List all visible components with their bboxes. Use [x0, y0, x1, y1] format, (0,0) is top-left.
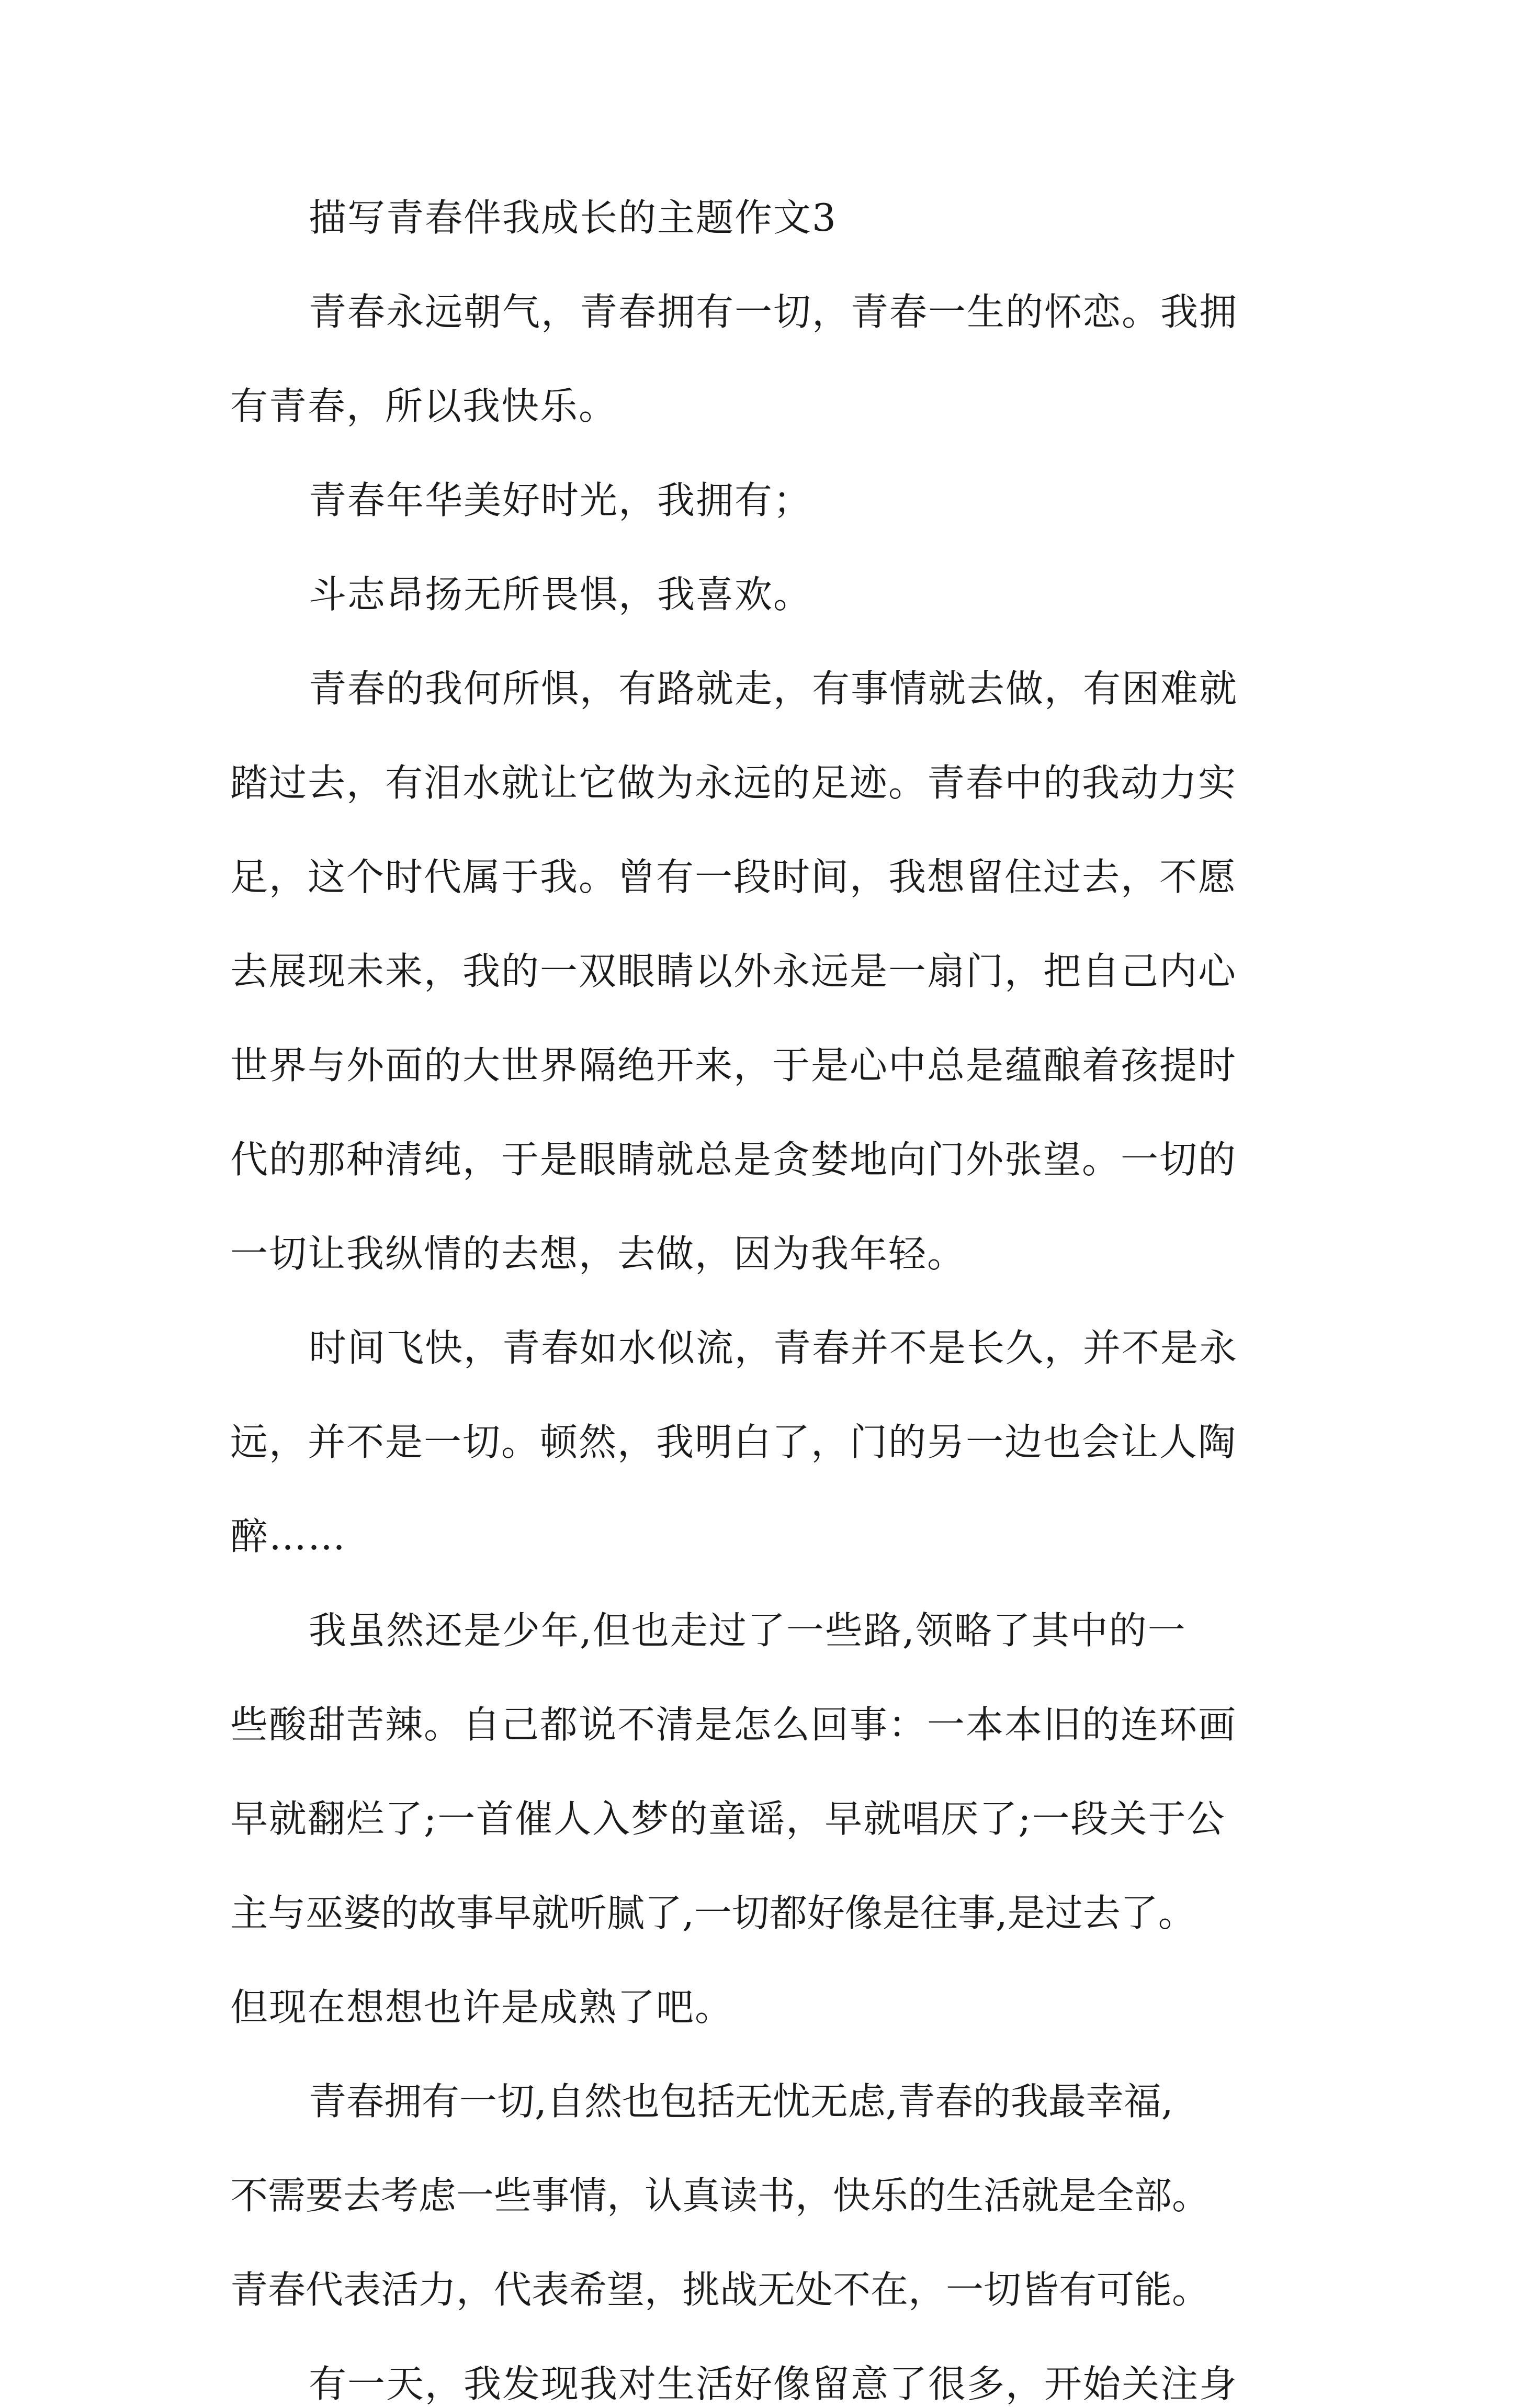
paragraph-line: 早就翻烂了;一首催人入梦的童谣，早就唱厌了;一段关于公 [230, 1797, 1226, 1841]
paragraph-line: 踏过去，有泪水就让它做为永远的足迹。青春中的我动力实 [230, 761, 1237, 805]
paragraph-line: 但现在想想也许是成熟了吧。 [230, 1985, 734, 2029]
paragraph-line: 去展现未来，我的一双眼睛以外永远是一扇门，把自己内心 [230, 949, 1237, 993]
paragraph-line: 世界与外面的大世界隔绝开来，于是心中总是蕴酿着孩提时 [230, 1043, 1237, 1087]
paragraph-line: 不需要去考虑一些事情，认真读书，快乐的生活就是全部。 [230, 2174, 1210, 2218]
paragraph-line: 我虽然还是少年,但也走过了一些路,领略了其中的一 [309, 1608, 1187, 1652]
paragraph-line: 时间飞快，青春如水似流，青春并不是长久，并不是永 [309, 1326, 1238, 1370]
paragraph-line: 足，这个时代属于我。曾有一段时间，我想留住过去，不愿 [230, 855, 1237, 899]
essay-title: 描写青春伴我成长的主题作文3 [309, 196, 837, 240]
paragraph-line: 代的那种清纯，于是眼睛就总是贪婪地向门外张望。一切的 [230, 1138, 1237, 1182]
paragraph-line: 青春拥有一切,自然也包括无忧无虑,青春的我最幸福, [309, 2079, 1173, 2123]
essay-body [230, 194, 1297, 2406]
paragraph-line: 青春永远朝气，青春拥有一切，青春一生的怀恋。我拥 [309, 290, 1238, 334]
paragraph-line: 青春的我何所惧，有路就走，有事情就去做，有困难就 [309, 667, 1238, 711]
paragraph-line: 有青春，所以我快乐。 [230, 384, 618, 428]
paragraph-line: 醉…… [230, 1514, 347, 1558]
paragraph-line: 青春年华美好时光，我拥有； [309, 478, 812, 522]
paragraph-line: 远，并不是一切。顿然，我明白了，门的另一边也会让人陶 [230, 1420, 1237, 1464]
paragraph-line: 斗志昂扬无所畏惧，我喜欢。 [309, 572, 812, 616]
paragraph-line: 青春代表活力，代表希望，挑战无处不在，一切皆有可能。 [230, 2268, 1210, 2312]
paragraph-line: 主与巫婆的故事早就听腻了,一切都好像是往事,是过去了。 [230, 1891, 1196, 1935]
paragraph-line: 有一天，我发现我对生活好像留意了很多，开始关注身 [309, 2362, 1238, 2406]
paragraph-line: 些酸甜苦辣。自己都说不清是怎么回事：一本本旧的连环画 [230, 1703, 1237, 1747]
paragraph-line: 一切让我纵情的去想，去做，因为我年轻。 [230, 1232, 966, 1276]
